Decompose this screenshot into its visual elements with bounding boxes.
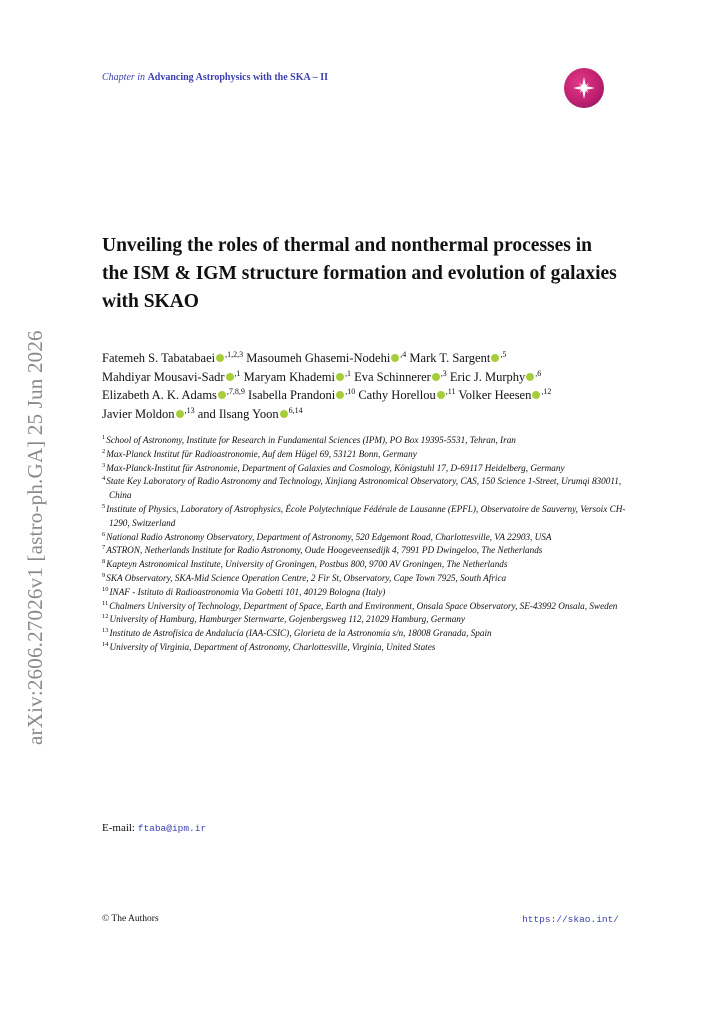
orcid-icon[interactable]: [526, 373, 534, 381]
affiliation: [102, 613, 627, 627]
author-affiliation-number: ,3: [440, 368, 447, 378]
affiliation: [102, 503, 627, 531]
author: [102, 370, 241, 384]
email-link[interactable]: ftaba@ipm.ir: [137, 823, 207, 834]
author-affiliation-number: ,12: [541, 386, 552, 396]
author-name: Cathy Horellou: [358, 388, 436, 402]
arxiv-identifier: arXiv:2606.27026v1 [astro-ph.GA] 25 Jun 2026: [23, 330, 47, 745]
affiliation-number: 11: [102, 599, 109, 607]
author-affiliation-number: ,1,2,3: [225, 349, 244, 359]
affiliation-text: SKA Observatory, SKA-Mid Science Operation Centre, 2 Fir St, Observatory, Cape Town 7925, South Africa: [106, 572, 507, 583]
affiliation: [102, 572, 627, 586]
author: [244, 370, 351, 384]
orcid-icon[interactable]: [336, 391, 344, 399]
author-affiliation-number: ,7,8,9: [226, 386, 245, 396]
author-affiliation-number: ,1: [344, 368, 351, 378]
ska-url-link[interactable]: https://skao.int/: [522, 914, 619, 925]
author: [102, 407, 195, 421]
affiliation: [102, 462, 627, 476]
affiliation-number: 2: [102, 447, 106, 455]
paper-title: Unveiling the roles of thermal and nonthermal processes in the ISM & IGM structure formation and evolution of galaxies with SKAO: [102, 235, 617, 312]
author-list: [102, 349, 627, 423]
book-title-link[interactable]: Advancing Astrophysics with the SKA – II: [147, 72, 328, 83]
author: [450, 370, 541, 384]
author: [358, 388, 455, 402]
copyright-notice: © The Authors: [102, 914, 159, 924]
author: [354, 370, 447, 384]
author-affiliation-number: ,10: [345, 386, 356, 396]
author: [246, 351, 406, 365]
affiliation: [102, 531, 627, 545]
ska-star-logo-icon: [564, 68, 604, 108]
affiliation: [102, 448, 627, 462]
affiliation: [102, 641, 627, 655]
affiliation-text: University of Hamburg, Hamburger Sternwarte, Gojenbergsweg 112, 21029 Hamburg, Germany: [109, 614, 465, 625]
affiliation-text: Max-Planck Institut für Radioastronomie, Auf dem Hügel 69, 53121 Bonn, Germany: [106, 448, 417, 459]
and-word: and: [194, 406, 219, 421]
affiliation-number: 12: [102, 613, 109, 621]
affiliation-number: 3: [102, 461, 106, 469]
author-name: Mark T. Sargent: [409, 351, 491, 365]
author-name: Volker Heesen: [458, 388, 532, 402]
author: [219, 407, 303, 421]
orcid-icon[interactable]: [391, 354, 399, 362]
author-affiliation-number: 6,14: [288, 405, 303, 415]
affiliation: [102, 544, 627, 558]
orcid-icon[interactable]: [491, 354, 499, 362]
affiliation: [102, 586, 627, 600]
email-line: [102, 822, 206, 834]
author-affiliation-number: ,4: [400, 349, 407, 359]
affiliation: [102, 627, 627, 641]
author-affiliation-number: ,11: [445, 386, 456, 396]
orcid-icon[interactable]: [532, 391, 540, 399]
affiliation: [102, 600, 627, 614]
author-affiliation-number: ,13: [184, 405, 195, 415]
affiliation-text: Max-Planck-Institut für Astronomie, Department of Galaxies and Cosmology, Königstuhl 17, D-69117 Heidelberg, Germany: [106, 462, 565, 473]
affiliation: [102, 558, 627, 572]
author-name: Eva Schinnerer: [354, 369, 431, 384]
author-affiliation-number: ,5: [500, 349, 507, 359]
orcid-icon[interactable]: [216, 354, 224, 362]
affiliation-text: ASTRON, Netherlands Institute for Radio Astronomy, Oude Hoogeveensedijk 4, 7991 PD Dwingeloo, The Netherlands: [106, 545, 543, 556]
orcid-icon[interactable]: [280, 410, 288, 418]
email-label: E-mail:: [102, 822, 135, 834]
affiliation-number: 13: [102, 627, 109, 635]
orcid-icon[interactable]: [218, 391, 226, 399]
affiliation-number: 6: [102, 530, 106, 538]
author-name: Maryam Khademi: [243, 369, 335, 384]
affiliation-text: National Radio Astronomy Observatory, Department of Astronomy, 520 Edgemont Road, Charlottesville, VA 22903, USA: [106, 531, 552, 542]
author-name: Mahdiyar Mousavi-Sadr: [102, 369, 225, 384]
affiliation-text: State Key Laboratory of Radio Astronomy and Technology, Xinjiang Astronomical Observatory, CAS, 150 Science 1-Street, Urumqi 830011, China: [106, 476, 622, 501]
affiliation-number: 7: [102, 544, 106, 552]
author-name: Masoumeh Ghasemi-Nodehi: [246, 351, 391, 365]
affiliation-number: 9: [102, 571, 106, 579]
affiliation-number: 8: [102, 558, 106, 566]
affiliation-number: 1: [102, 433, 106, 441]
affiliation-text: INAF - Istituto di Radioastronomia Via Gobetti 101, 40129 Bologna (Italy): [109, 586, 386, 597]
author: [102, 351, 243, 365]
orcid-icon[interactable]: [437, 391, 445, 399]
affiliation-number: 10: [102, 585, 109, 593]
author: [458, 388, 551, 402]
author-name: Javier Moldon: [102, 406, 175, 421]
affiliation-text: Institute of Physics, Laboratory of Astrophysics, École Polytechnique Fédérale de Lausanne (EPFL), Observatoire de Sauverny, Versoix CH-1290, Switzerland: [106, 503, 626, 528]
author-name: Eric J. Murphy: [449, 369, 526, 384]
orcid-icon[interactable]: [176, 410, 184, 418]
author-affiliation-number: ,6: [535, 368, 542, 378]
author-name: Isabella Prandoni: [248, 388, 336, 402]
affiliation-number: 4: [102, 475, 106, 483]
author-name: Ilsang Yoon: [218, 406, 279, 421]
author-name: Fatemeh S. Tabatabaei: [102, 351, 216, 365]
affiliation-number: 14: [102, 640, 109, 648]
affiliation-text: Instituto de Astrofísica de Andalucía (IAA-CSIC), Glorieta de la Astronomía s/n, 18008 Granada, Spain: [109, 628, 492, 639]
orcid-icon[interactable]: [336, 373, 344, 381]
author-name: Elizabeth A. K. Adams: [102, 388, 217, 402]
affiliation-text: Kapteyn Astronomical Institute, University of Groningen, Postbus 800, 9700 AV Groningen, The Netherlands: [106, 559, 508, 570]
orcid-icon[interactable]: [432, 373, 440, 381]
chapter-prefix: Chapter in: [102, 72, 146, 83]
affiliation-text: School of Astronomy, Institute for Research in Fundamental Sciences (IPM), PO Box 19395-5531, Tehran, Iran: [106, 435, 516, 445]
chapter-header: [102, 72, 328, 83]
author: [248, 388, 355, 402]
affiliation-text: University of Virginia, Department of Astronomy, Charlottesville, Virginia, United States: [109, 641, 436, 652]
affiliation: [102, 475, 627, 503]
author: [102, 388, 245, 402]
affiliation: [102, 434, 627, 448]
affiliation-list: [102, 434, 627, 655]
affiliation-number: 5: [102, 502, 106, 510]
author: [409, 351, 506, 365]
author-affiliation-number: ,1: [234, 368, 241, 378]
orcid-icon[interactable]: [226, 373, 234, 381]
affiliation-text: Chalmers University of Technology, Department of Space, Earth and Environment, Onsala Space Observatory, SE-43992 Onsala, Sweden: [109, 600, 618, 611]
